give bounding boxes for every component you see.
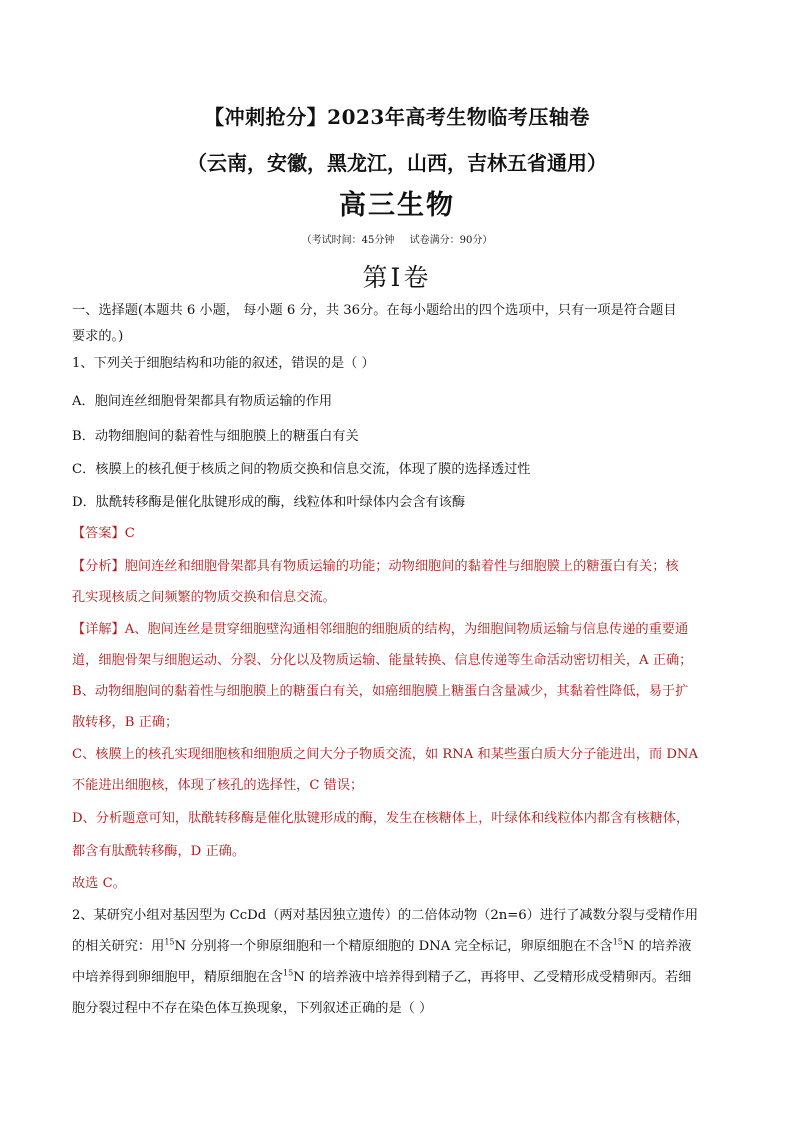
question-1-option-d: D．肽酰转移酶是催化肽键形成的酶，线粒体和叶绿体内会含有该酶 <box>72 495 466 510</box>
document-subtitle: （云南，安徽，黑龙江，山西，吉林五省通用） <box>187 151 607 175</box>
question-1-detail-line4: 散转移，B 正确； <box>72 715 179 730</box>
question-1-conclusion: 故选 C。 <box>72 876 126 891</box>
question-1-analysis-line2: 孔实现核质之间频繁的物质交换和信息交流。 <box>72 590 336 605</box>
section-intro-line2: 要求的。) <box>72 329 124 344</box>
exam-info <box>0 231 794 246</box>
question-1-detail-line7: D、分析题意可知，肽酰转移酶是催化肽键形成的酶，发生在核糖体上，叶绿体和线粒体内都含有核糖体， <box>72 811 690 826</box>
volume-heading: 第Ⅰ卷 <box>362 263 432 292</box>
question-2-line2: 的相关研究：用$^{15}$N 分别将一个卵原细胞和一个精原细胞的 DNA 完全标记，卵原细胞在不含$^{15}$N 的培养液 <box>72 937 692 954</box>
document-title: 【冲刺抢分】2023年高考生物临考压轴卷 <box>204 105 590 129</box>
question-1-detail-line5: C、核膜上的核孔实现细胞核和细胞质之间大分子物质交流，如 RNA 和某些蛋白质大分子能进出，而 DNA <box>72 747 698 762</box>
question-1-option-b: B．动物细胞间的黏着性与细胞膜上的糖蛋白有关 <box>72 429 359 444</box>
question-1-detail-line1: 【详解】A、胞间连丝是贯穿细胞壁沟通相邻细胞的细胞质的结构，为细胞间物质运输与信息传递的重要通 <box>72 622 689 637</box>
section-intro-line1: 一、选择题(本题共 6 小题， 每小题 6 分，共 36分。在每小题给出的四个选项中，只有一项是符合题目 <box>72 303 677 318</box>
question-1-option-c: C．核膜上的核孔便于核质之间的物质交换和信息交流，体现了膜的选择透过性 <box>72 462 531 477</box>
question-1-detail-line2: 道，细胞骨架与细胞运动、分裂、分化以及物质运输、能量转换、信息传递等生命活动密切相关，A 正确； <box>72 653 693 668</box>
question-2-line4: 胞分裂过程中不存在染色体互换现象，下列叙述正确的是（ ） <box>72 1001 433 1016</box>
question-1-stem: 1、下列关于细胞结构和功能的叙述，错误的是（ ） <box>72 356 375 371</box>
subject-title: 高三生物 <box>339 190 455 221</box>
question-1-detail-line3: B、动物细胞间的黏着性与细胞膜上的糖蛋白有关，如癌细胞膜上糖蛋白含量减少，其黏着性降低，易于扩 <box>72 684 689 699</box>
question-1-answer: 【答案】C <box>72 526 135 541</box>
exam-time: （考试时间：45分钟 <box>301 235 395 246</box>
question-1-detail-line6: 不能进出细胞核，体现了核孔的选择性，C 错误； <box>72 778 364 793</box>
question-2-line1: 2、某研究小组对基因型为 CcDd（两对基因独立遗传）的二倍体动物（2n=6）进行了减数分裂与受精作用 <box>72 908 699 923</box>
question-1-analysis-line1: 【分析】胞间连丝和细胞骨架都具有物质运输的功能；动物细胞间的黏着性与细胞膜上的糖蛋白有关；核 <box>72 559 679 574</box>
question-2-line3: 中培养得到卵细胞甲，精原细胞在含$^{15}$N 的培养液中培养得到精子乙，再将甲、乙受精形成受精卵丙。若细 <box>72 968 692 985</box>
question-1-option-a: A．胞间连丝细胞骨架都具有物质运输的作用 <box>72 394 333 409</box>
exam-score: 试卷满分：90分） <box>409 235 493 246</box>
question-1-detail-line8: 都含有肽酰转移酶，D 正确。 <box>72 844 246 859</box>
